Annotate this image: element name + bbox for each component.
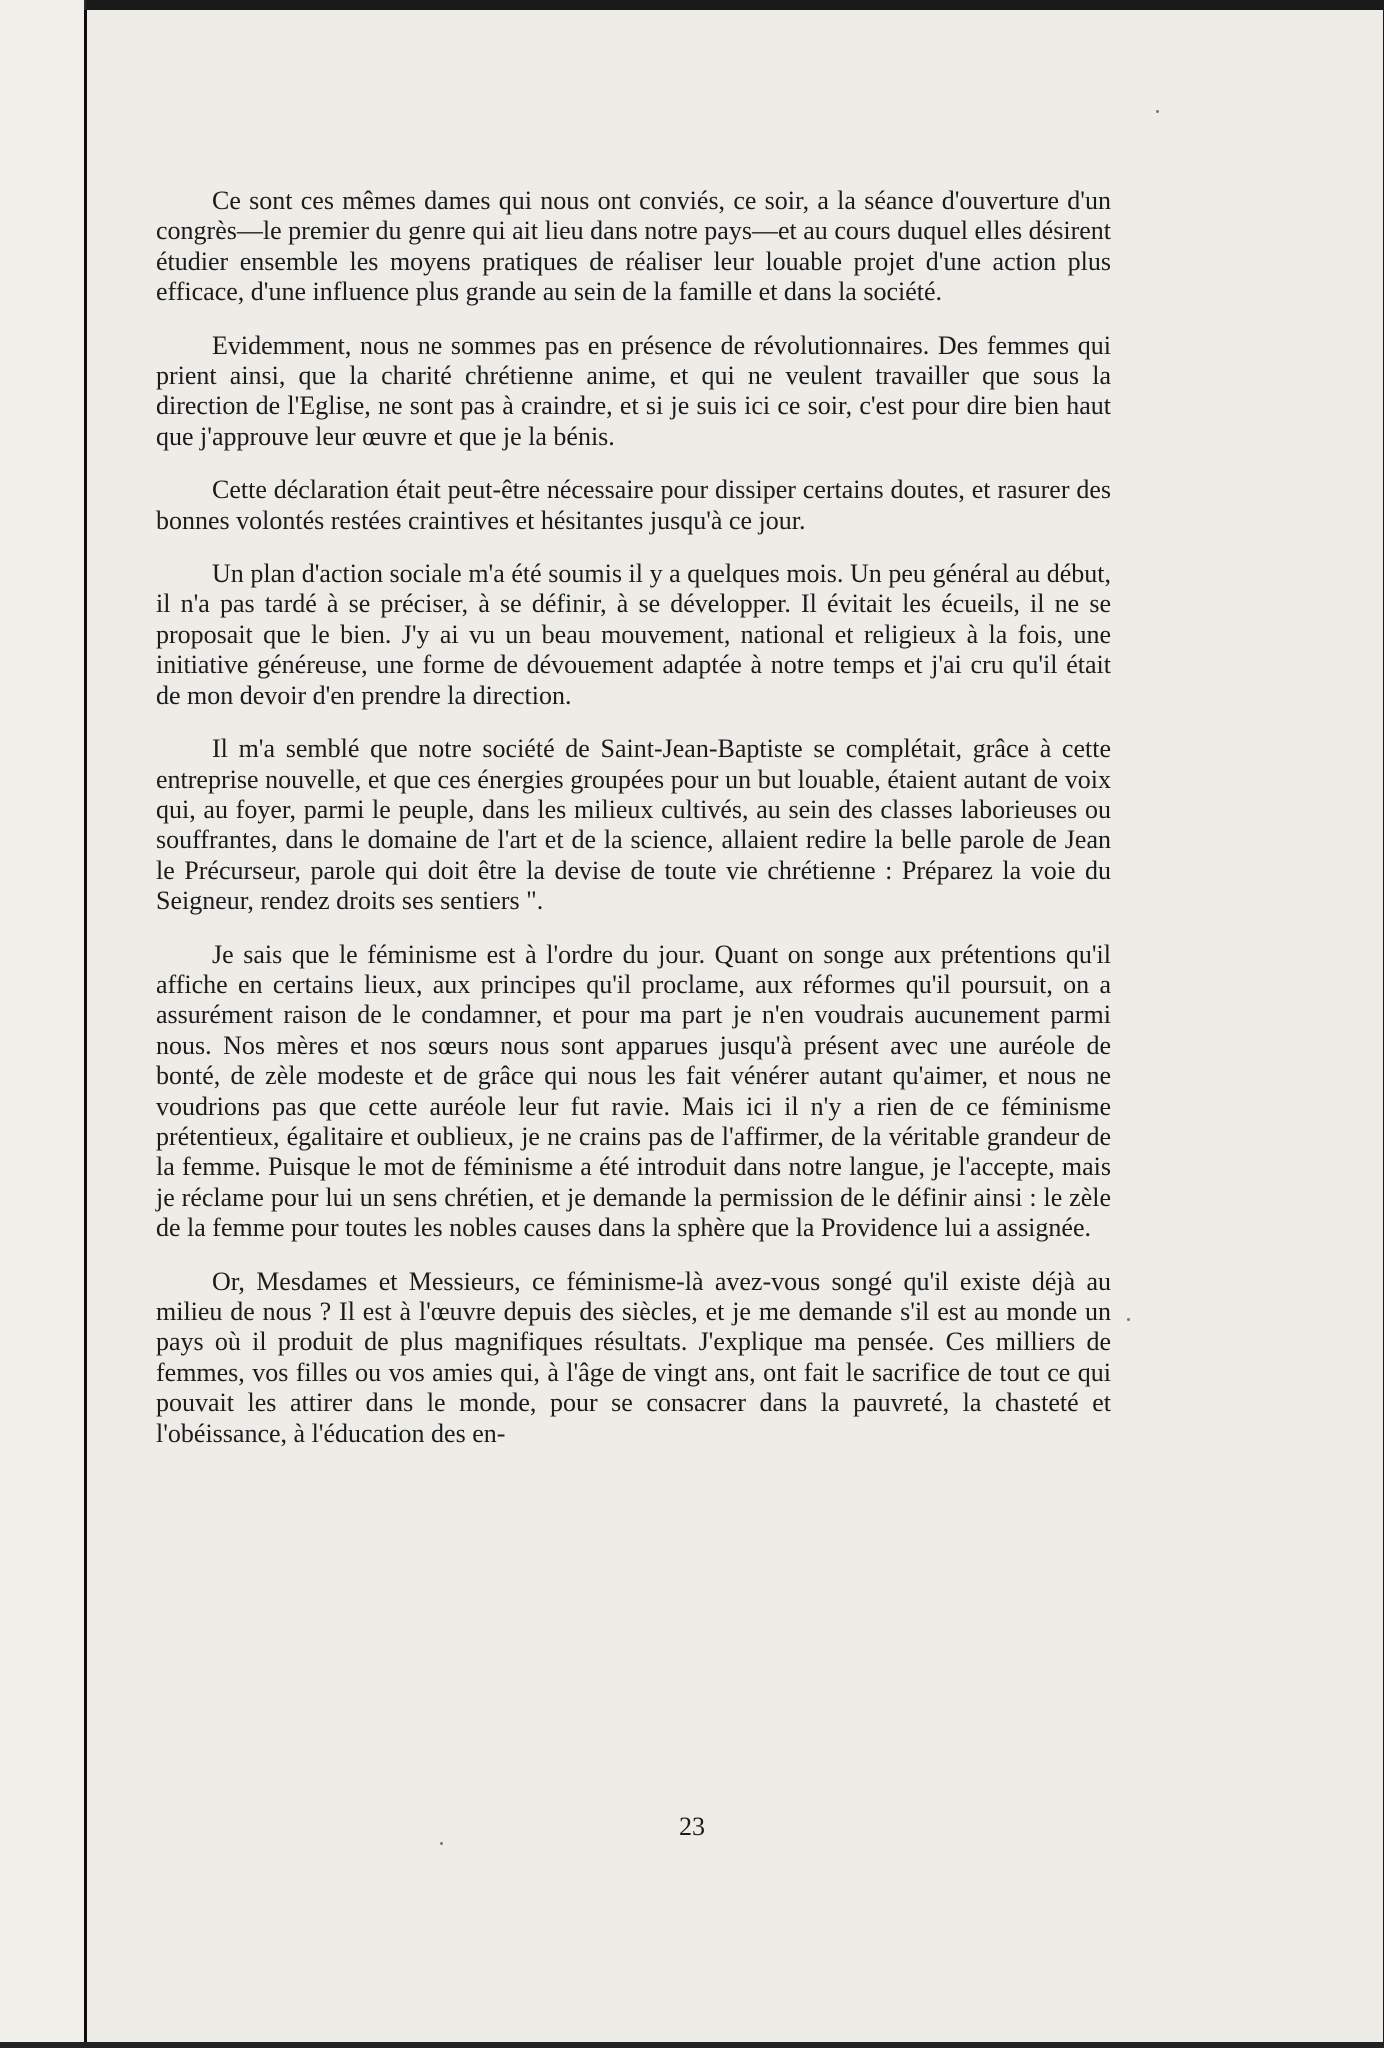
- facing-page-edge: [0, 0, 86, 2048]
- paragraph: Il m'a semblé que notre société de Saint-Jean-Baptiste se complétait, grâce à cette entreprise nouvelle, et que ces énergies groupées pour un but louable, étaient autant de voix qui, au foyer, parmi le peuple, dans les milieux cultivés, au sein des classes laborieuses ou souffrantes, dans le domaine de l'art et de la science, allaient redire la belle parole de Jean le Précurseur, parole qui doit être la devise de toute vie chrétienne : Préparez la voie du Seigneur, rendez droits ses sentiers ".: [156, 734, 1111, 916]
- paragraph: Evidemment, nous ne sommes pas en présence de révolutionnaires. Des femmes qui prient ainsi, que la charité chrétienne anime, et qui ne veulent travailler que sous la direction de l'Eglise, ne sont pas à craindre, et si je suis ici ce soir, c'est pour dire bien haut que j'approuve leur œuvre et que je la bénis.: [156, 330, 1111, 451]
- paragraph: Cette déclaration était peut-être nécessaire pour dissiper certains doutes, et rasurer des bonnes volontés restées craintives et hésitantes jusqu'à ce jour.: [156, 475, 1111, 535]
- paragraph: Or, Mesdames et Messieurs, ce féminisme-là avez-vous songé qu'il existe déjà au milieu de nous ? Il est à l'œuvre depuis des siècles, et je me demande s'il est au monde un pays où il produit de plus magnifiques résultats. J'explique ma pensée. Ces milliers de femmes, vos filles ou vos amies qui, à l'âge de vingt ans, ont fait le sacrifice de tout ce qui pouvait les attirer dans le monde, pour se consacrer dans la pauvreté, la chasteté et l'obéissance, à l'éducation des en-: [156, 1266, 1111, 1448]
- paragraph: Je sais que le féminisme est à l'ordre du jour. Quant on songe aux prétentions qu'il affiche en certains lieux, aux principes qu'il proclame, aux réformes qu'il poursuit, on a assurément raison de le condamner, et pour ma part je n'en voudrais aucunement parmi nous. Nos mères et nos sœurs nous sont apparues jusqu'à présent avec une auréole de bonté, de zèle modeste et de grâce qui nous les fait vénérer autant qu'aimer, et nous ne voudrions pas que cette auréole leur fut ravie. Mais ici il n'y a rien de ce féminisme prétentieux, égalitaire et oublieux, je ne crains pas de l'affirmer, de la véritable grandeur de la femme. Puisque le mot de féminisme a été introduit dans notre langue, je l'accepte, mais je réclame pour lui un sens chrétien, et je demande la permission de le définir ainsi : le zèle de la femme pour toutes les nobles causes dans la sphère que la Providence lui a assignée.: [156, 939, 1111, 1243]
- paragraph: Un plan d'action sociale m'a été soumis il y a quelques mois. Un peu général au début, il n'a pas tardé à se préciser, à se définir, à se développer. Il évitait les écueils, il ne se proposait que le bien. J'y ai vu un beau mouvement, national et religieux à la fois, une initiative généreuse, une forme de dévouement adaptée à notre temps et j'ai cru qu'il était de mon devoir d'en prendre la direction.: [156, 559, 1111, 710]
- page-number: 23: [679, 1812, 705, 1841]
- body-text: [156, 186, 1111, 1472]
- scan-speck: [440, 1842, 443, 1845]
- scan-bottom-edge: [0, 2042, 1384, 2048]
- scan-speck: [1127, 1318, 1130, 1321]
- scan-speck: [1156, 110, 1159, 113]
- paragraph: Ce sont ces mêmes dames qui nous ont conviés, ce soir, a la séance d'ouverture d'un congrès—le premier du genre qui ait lieu dans notre pays—et au cours duquel elles désirent étudier ensemble les moyens pratiques de réaliser leur louable projet d'une action plus efficace, d'une influence plus grande au sein de la famille et dans la société.: [156, 186, 1111, 307]
